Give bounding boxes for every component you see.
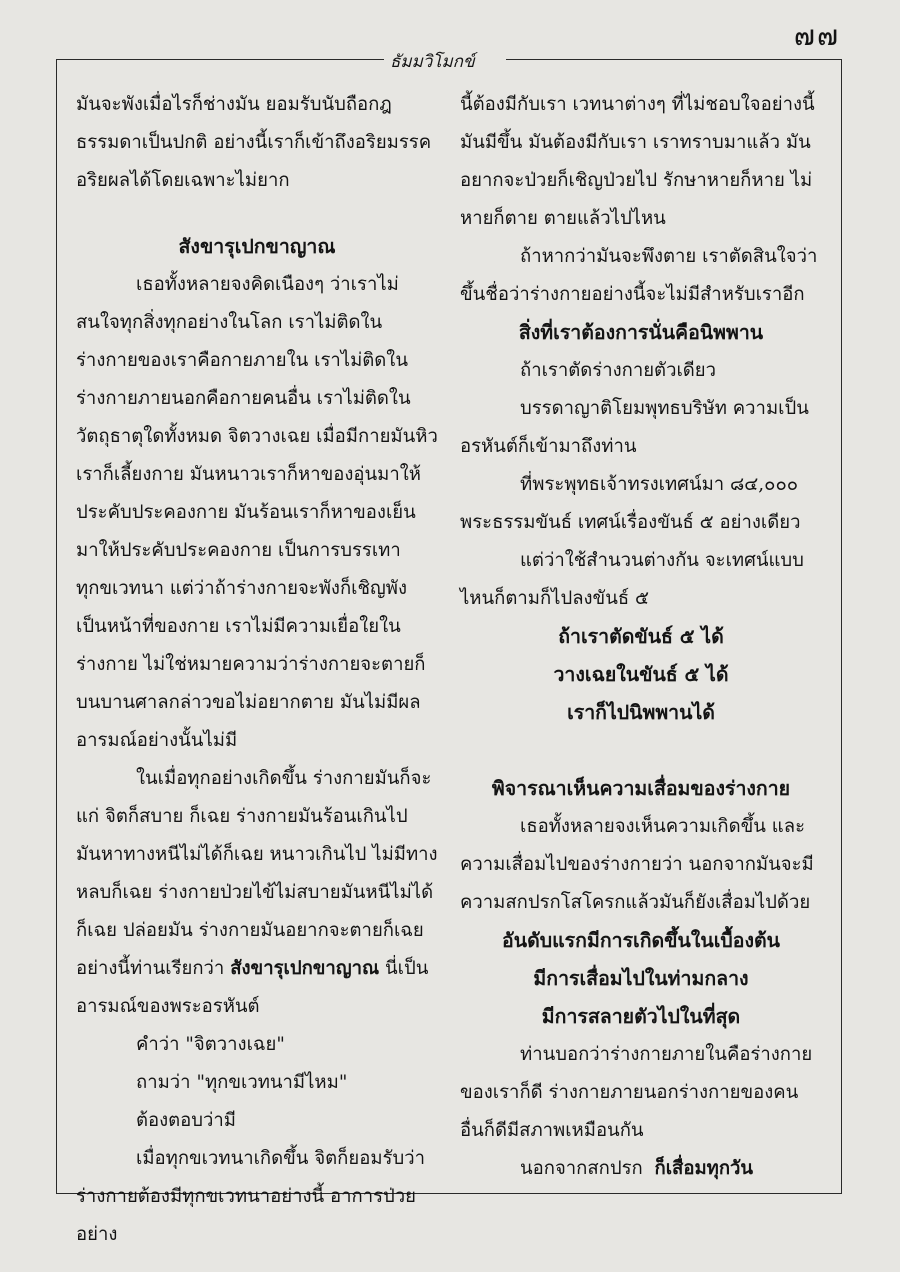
bold-term: สังขารุเปกขาญาณ bbox=[230, 958, 380, 979]
right-column bbox=[460, 86, 822, 1188]
paragraph: ถ้าเราตัดร่างกายตัวเดียว bbox=[520, 360, 717, 381]
paragraph-text: นี่เป็นอารมณ์ของพระอรหันต์ bbox=[76, 958, 429, 1017]
section-heading: พิจารณาเห็นความเสื่อมของร่างกาย bbox=[491, 777, 791, 800]
emphasis-line: อันดับแรกมีการเกิดขึ้นในเบื้องต้น bbox=[502, 929, 780, 952]
paragraph: แต่ว่าใช้สำนวนต่างกัน จะเทศน์แบบไหนก็ตามก็ไปลงขันธ์ ๕ bbox=[460, 550, 804, 609]
paragraph: ท่านบอกว่าร่างกายภายในคือร่างกายของเราก็ดี ร่างกายภายนอกร่างกายของคนอื่นก็ดีมีสภาพเหมือนกัน bbox=[460, 1044, 813, 1141]
paragraph: ที่พระพุทธเจ้าทรงเทศน์มา ๘๔,๐๐๐ พระธรรมขันธ์ เทศน์เรื่องขันธ์ ๕ อย่างเดียว bbox=[460, 474, 801, 533]
emphasis-line: มีการเสื่อมไปในท่ามกลาง bbox=[533, 967, 749, 990]
paragraph-text: นอกจากสกปรก bbox=[520, 1158, 643, 1179]
bold-term: ก็เสื่อมทุกวัน bbox=[654, 1158, 754, 1179]
emphasis-line: ถ้าเราตัดขันธ์ ๕ ได้ bbox=[558, 625, 724, 648]
paragraph-text: ในเมื่อทุกอย่างเกิดขึ้น ร่างกายมันก็จะแก่ จิตก็สบาย ก็เฉย ร่างกายมันร้อนเกินไป มันหาทางหนีไม่ได้ก็เฉย หนาวเกินไป ไม่มีทางหลบก็เฉย ร่างกายป่วยไข้ไม่สบายมันหนีไม่ได้ก็เฉย ปล่อยมัน ร่างกายมันอยากจะตายก็เฉย อย่างนี้ท่านเรียกว่า bbox=[76, 768, 438, 979]
paragraph: เมื่อทุกขเวทนาเกิดขึ้น จิตก็ยอมรับว่าร่างกายต้องมีทุกขเวทนาอย่างนี้ อาการป่วยอย่าง bbox=[76, 1148, 425, 1245]
emphasis-line: วางเฉยในขันธ์ ๕ ได้ bbox=[553, 663, 729, 686]
paragraph: เธอทั้งหลายจงเห็นความเกิดขึ้น และความเสื่อมไปของร่างกายว่า นอกจากมันจะมีความสกปรกโสโครกแล้วมันก็ยังเสื่อมไปด้วย bbox=[460, 816, 814, 913]
running-header: ธัมมวิโมกข์ bbox=[390, 52, 475, 72]
emphasis-line: สิ่งที่เราต้องการนั่นคือนิพพาน bbox=[518, 321, 764, 344]
paragraph: บรรดาญาติโยมพุทธบริษัท ความเป็นอรหันต์ก็เข้ามาถึงท่าน bbox=[460, 398, 809, 457]
paragraph: เธอทั้งหลายจงคิดเนืองๆ ว่าเราไม่สนใจทุกสิ่งทุกอย่างในโลก เราไม่ติดในร่างกายของเราคือกายภายใน เราไม่ติดในร่างกายภายนอกคือกายคนอื่น เราไม่ติดในวัตถุธาตุใดทั้งหมด จิตวางเฉย เมื่อมีกายมันหิว เราก็เลี้ยงกาย มันหนาวเราก็หาของอุ่นมาให้ประคับประคองกาย มันร้อนเราก็หาของเย็นมาให้ประคับประคองกาย เป็นการบรรเทาทุกขเวทนา แต่ว่าถ้าร่างกายจะพังก็เชิญพัง เป็นหน้าที่ของกาย เราไม่มีความเยื่อใยในร่างกาย ไม่ใช่หมายความว่าร่างกายจะตายก็บนบานศาลกล่าวขอไม่อยากตาย มันไม่มีผล อารมณ์อย่างนั้นไม่มี bbox=[76, 274, 438, 751]
emphasis-line: เราก็ไปนิพพานได้ bbox=[567, 701, 715, 724]
paragraph bbox=[460, 1150, 822, 1188]
paragraph: มันจะพังเมื่อไรก็ช่างมัน ยอมรับนับถือกฎธรรมดาเป็นปกติ อย่างนี้เราก็เข้าถึงอริยมรรคอริยผลได้โดยเฉพาะไม่ยาก bbox=[76, 94, 432, 191]
page-number: ๗๗ bbox=[793, 19, 840, 52]
paragraph: ต้องตอบว่ามี bbox=[136, 1110, 236, 1131]
section-heading: สังขารุเปกขาญาณ bbox=[178, 235, 336, 258]
emphasis-line: มีการสลายตัวไปในที่สุด bbox=[541, 1005, 741, 1028]
paragraph bbox=[76, 760, 438, 1026]
left-column bbox=[76, 86, 438, 1254]
paragraph: ถ้าหากว่ามันจะพึงตาย เราตัดสินใจว่าขึ้นชื่อว่าร่างกายอย่างนี้จะไม่มีสำหรับเราอีก bbox=[460, 246, 818, 305]
paragraph: คำว่า "จิตวางเฉย" bbox=[136, 1034, 285, 1055]
paragraph: ถามว่า "ทุกขเวทนามีไหม" bbox=[136, 1072, 348, 1093]
paragraph: นี้ต้องมีกับเรา เวทนาต่างๆ ที่ไม่ชอบใจอย่างนี้มันมีขึ้น มันต้องมีกับเรา เราทราบมาแล้ว มันอยากจะป่วยก็เชิญป่วยไป รักษาหายก็หาย ไม่หายก็ตาย ตายแล้วไปไหน bbox=[460, 94, 815, 229]
